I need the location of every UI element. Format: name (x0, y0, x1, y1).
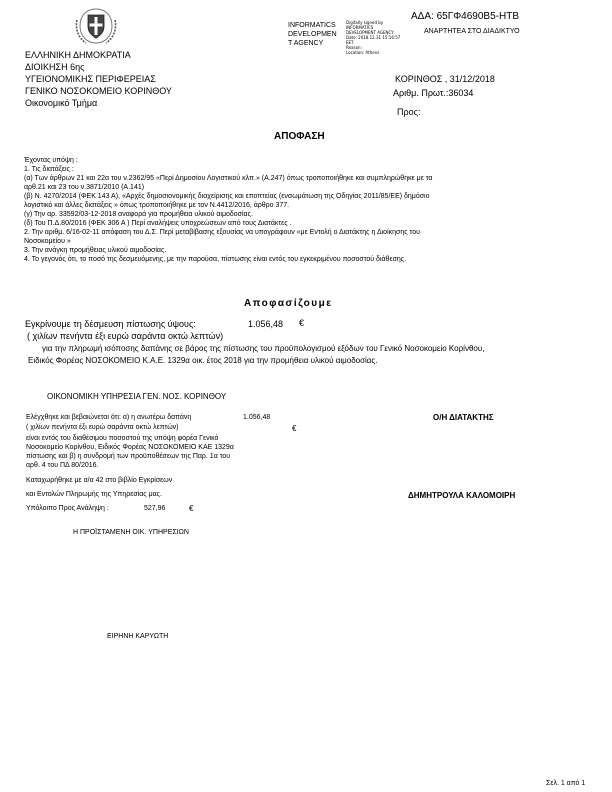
signature-line: INFORMATICS (346, 25, 374, 30)
head-of-service-title: Η ΠΡΟΪΣΤΑΜΕΝΗ ΟΙΚ. ΥΠΗΡΕΣΙΩΝ (73, 529, 189, 536)
issuer-line: ΓΕΝΙΚΟ ΝΟΣΟΚΟΜΕΙΟ ΚΟΡΙΝΘΟΥ (25, 86, 172, 96)
considering-line: 2. Την αριθμ. 6/16-02-11 απόφαση του Δ.Σ. Περί μεταβίβασης εξουσίας να υπογράφουν «με Εντολή ο Διατάκτης η Διοίκησης του (24, 229, 420, 236)
verification-detail-line: Νοσοκομείο Κορίνθου, Ειδικός Φορέας ΝΟΣΟΚΟΜΕΙΟ ΚΑΕ 1329α (26, 444, 234, 451)
verification-detail-line: είναι εντός του διαθέσιμου ποσοστού της υπόψη φορέα Γενικό (26, 435, 219, 442)
signature-line: Location: Athens (346, 50, 380, 55)
digital-signature-block (346, 20, 400, 55)
verification-amount: 1.056,48 (243, 414, 271, 421)
signature-line: EET (346, 40, 354, 45)
considering-line: (δ) Του Π.Δ.80/2016 (ΦΕΚ 306 Α ) Περί αναλήψεις υποχρεώσεων από τους Διατάκτες . (24, 220, 292, 227)
considering-line: αρθ.21 και 23 του ν.3871/2010 (Α.141) (24, 184, 145, 191)
verification-details (26, 434, 234, 470)
signature-line: Date: 2018.12.31 15:16:57 (346, 35, 401, 40)
greek-coat-of-arms-emblem (74, 6, 118, 46)
verification-amount-words: ( χιλίων πενήντα έξι ευρώ σαράντα οκτώ λεπτών) (26, 424, 179, 431)
considering-line: (α) Των άρθρων 21 και 22α του ν.2362/95 «Περί Δημοσίου Λογιστικού κλπ.» (Α.247) όπως τροποποιήθηκε και συμπληρώθηκε με τα (24, 175, 433, 182)
verification-detail-line: πίστωσης και β) η συνδρομή των προϋποθέσεων της Παρ. 1α του (26, 453, 231, 460)
remaining-amount: 527,96 (144, 505, 166, 512)
financial-service-heading: ΟΙΚΟΝΟΜΙΚΗ ΥΠΗΡΕΣΙΑ ΓΕΝ. ΝΟΣ. ΚΟΡΙΝΘΟΥ (47, 392, 227, 401)
considering-line: (β) Ν. 4270/2014 (ΦΕΚ 143 Α), «Αρχές δημοσιονομικής διαχείρισης και εποπτείας (ενσωμάτωση της Οδηγίας 2011/85/ΕΕ) δημόσιο (24, 193, 430, 200)
protocol-number: Αριθμ. Πρωτ.:36034 (393, 88, 474, 98)
signature-line: Digitally signed by (346, 20, 384, 25)
purpose-line: Ειδικός Φορέας ΝΟΣΟΚΟΜΕΙΟ Κ.Α.Ε. 1329α οικ. έτος 2018 για την προμήθεια υλικού αιμοδοσίας. (28, 356, 378, 365)
considering-line: 4. Το γεγονός ότι, το ποσό της δεσμευόμενης, με την παρούσα, πίστωσης είναι εντός του εγκεκριμένου ποσοστού διάθεσης. (24, 256, 407, 263)
considering-line: Νοσοκομείου » (24, 238, 71, 245)
remaining-label: Υπόλοιπο Προς Ανάληψη : (26, 505, 109, 512)
issuer-line: ΔΙΟΙΚΗΣΗ 6ης (25, 62, 85, 72)
purpose-line: για την πληρωμή ισόποσης δαπάνης σε βάρος της πίστωσης του προϋπολογισμού εξόδων του Γενικό Νοσοκομείο Κορίνθου, (42, 344, 485, 353)
document-title: ΑΠΟΦΑΣΗ (274, 131, 325, 142)
registration-line: Καταχωρήθηκε με α/α 42 στο βιβλίο Εγκρίσεων (26, 477, 173, 484)
considering-line: 3. Την ανάγκη προμήθειας υλικού αιμοδοσίας. (24, 247, 167, 254)
issuer-line: ΕΛΛΗΝΙΚΗ ΔΗΜΟΚΡΑΤΙΑ (25, 50, 131, 60)
place-date: ΚΟΡΙΝΘΟΣ , 31/12/2018 (395, 74, 495, 84)
authorizer-name: ΔΗΜΗΤΡΟΥΛΑ ΚΑΛΟΜΟΙΡΗ (408, 491, 516, 500)
post-online-label: ΑΝΑΡΤΗΤΕΑ ΣΤΟ ΔΙΑΔΙΚΤΥΟ (424, 28, 520, 35)
remaining-currency: € (189, 504, 194, 513)
verification-currency: € (292, 424, 297, 433)
agency-name-line-1: INFORMATICS (288, 22, 336, 29)
issuer-line: ΥΓΕΙΟΝΟΜΙΚΗΣ ΠΕΡΙΦΕΡΕΙΑΣ (25, 74, 156, 84)
considering-line: (γ) Την αρ. 33592/03-12-2018 αναφορά για προμήθεια υλικού αιμοδοσίας. (24, 211, 253, 218)
page-number: Σελ. 1 από 1 (546, 780, 586, 787)
verification-detail-line: αρθ. 4 του ΠΔ 80/2016. (26, 462, 99, 469)
ada-code: ΑΔΑ: 65ΓΦ4690Β5-ΗΤΒ (411, 11, 519, 22)
approve-amount: 1.056,48 (248, 319, 284, 329)
signature-line: Reason: (346, 45, 362, 50)
currency-symbol: € (299, 318, 305, 328)
approve-label: Εγκρίνουμε τη δέσμευση πίστωσης ύψους: (25, 319, 196, 329)
considering-line: λογιστικό και άλλες διατάξεις » όπως τροποποιήθηκε με τον Ν.4412/2016, άρθρο 377. (24, 202, 290, 209)
considering-section (24, 156, 432, 264)
agency-name-line-2: DEVELOPMEN (288, 31, 337, 38)
recipient-label: Προς: (397, 107, 421, 117)
agency-name-line-3: T AGENCY (288, 40, 324, 47)
amount-in-words: ( χιλίων πενήντα έξι ευρώ σαράντα οκτώ λεπτών) (27, 331, 224, 341)
decision-heading: Αποφασίζουμε (244, 298, 333, 309)
head-of-service-name: ΕΙΡΗΝΗ ΚΑΡΥΩΤΗ (107, 633, 169, 640)
signature-line: DEVELOPMENT AGENCY (346, 30, 394, 35)
registration-line: και Εντολών Πληρωμής της Υπηρεσίας μας. (26, 491, 162, 498)
issuer-line: Οικονομικό Τμήμα (25, 98, 98, 108)
authorizer-title: Ο/Η ΔΙΑΤΑΚΤΗΣ (433, 413, 494, 422)
verification-line: Ελέγχθηκε και βεβαιώνεται ότι: α) η ανωτέρω δαπάνη (26, 414, 192, 421)
considering-line: Έχοντας υπόψη : (24, 157, 78, 164)
considering-line: 1. Τις διατάξεις : (24, 166, 74, 173)
